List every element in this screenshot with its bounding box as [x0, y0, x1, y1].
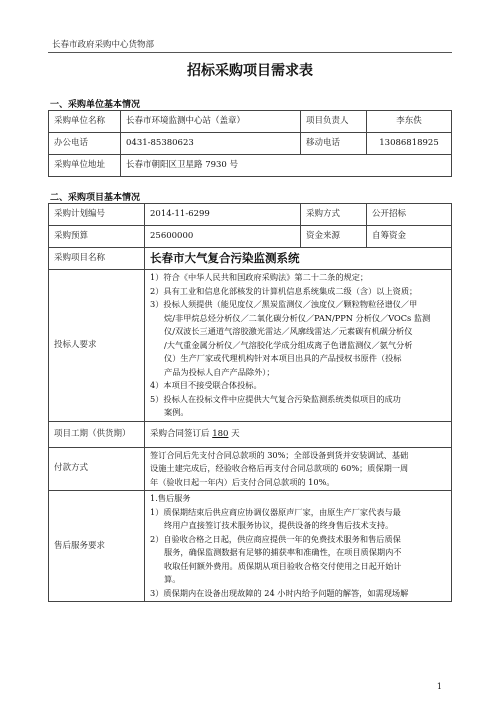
duration-days: 180	[212, 428, 229, 439]
office-phone-value: 0431-85380623	[121, 133, 301, 155]
after-sales-line: 2）自验收合格之日起，供应商应提供一年的免费技术服务和售后质保	[150, 533, 401, 544]
duration-prefix: 采购合同签订后	[150, 428, 210, 439]
after-sales-line: 1.售后服务	[150, 493, 191, 503]
bidder-req-line: 1）符合《中华人民共和国政府采购法》第二十二条的规定；	[150, 272, 369, 282]
table-row	[49, 111, 452, 133]
duration-label: 项目工期（供货期）	[49, 421, 145, 447]
table-row	[49, 155, 452, 177]
fund-source-label: 资金来源	[301, 226, 367, 248]
bidder-req-line: 2）具有工业和信息化部核发的计算机信息系统集成二级（含）以上资质；	[150, 285, 418, 296]
project-info-table	[48, 203, 452, 602]
after-sales-label: 售后服务要求	[49, 491, 145, 602]
table-row	[49, 248, 452, 270]
table-row	[49, 491, 452, 602]
project-lead-label: 项目负责人	[301, 111, 367, 133]
mobile-value: 13086818925	[367, 133, 452, 155]
budget-label: 采购预算	[49, 226, 145, 248]
fund-source-value: 自筹资金	[367, 226, 452, 248]
after-sales-line: 收取任何额外费用。质保期从项目验收合格交付使用之日起开始计	[164, 560, 402, 571]
address-label: 采购单位地址	[49, 155, 121, 177]
after-sales-line: 终用户直接签订技术服务协议，提供设备的终身售后技术支持。	[164, 520, 394, 530]
table-row	[49, 270, 452, 422]
project-name-value: 长春市大气复合污染监测系统	[145, 248, 452, 270]
page-title: 招标采购项目需求表	[187, 63, 313, 79]
duration-suffix: 天	[231, 428, 240, 439]
bidder-req-line: 5）投标人在投标文件中应提供大气复合污染监测系统类似项目的成功	[150, 393, 401, 404]
table-row	[49, 447, 452, 491]
bidder-req-label: 投标人要求	[49, 270, 145, 422]
bidder-req-line: 3）投标人须提供（能见度仪／黑炭监测仪／浊度仪／颗粒物粒径谱仪／甲	[150, 299, 418, 309]
header-divider	[48, 52, 452, 53]
office-phone-label: 办公电话	[49, 133, 121, 155]
unit-name-label: 采购单位名称	[49, 111, 121, 133]
after-sales-line: 算。	[164, 574, 181, 584]
table-row	[49, 204, 452, 226]
header-org: 长春市政府采购中心货物部	[52, 40, 155, 50]
address-value: 长春市朝阳区卫星路 7930 号	[121, 155, 452, 177]
project-name-label: 采购项目名称	[49, 248, 145, 270]
method-value: 公开招标	[367, 204, 452, 226]
plan-no-value: 2014-11-6299	[145, 204, 301, 226]
after-sales-line: 3）质保期内在设备出现故障的 24 小时内给予问题的解答，如需现场解	[150, 587, 409, 598]
page-number: 1	[436, 682, 442, 691]
bidder-req-value	[145, 270, 452, 422]
project-lead-value: 李东佚	[367, 111, 452, 133]
mobile-label: 移动电话	[301, 133, 367, 155]
bidder-req-line: 仪）生产厂家或代理机构针对本项目出具的产品授权书原件（投标	[164, 353, 402, 363]
bidder-req-line: 仪/双波长三通道气溶胶激光雷达／风廓线雷达／元素碳有机碳分析仪	[164, 326, 413, 336]
plan-no-label: 采购计划编号	[49, 204, 145, 226]
bidder-req-line: 产品为投标人自产产品除外）；	[164, 366, 275, 377]
payment-line: 签订合同后先支付合同总款项的 30%；全部设备到货并安装调试、基础	[150, 449, 409, 460]
bidder-req-line: 4）本项目不接受联合体投标。	[150, 380, 262, 390]
budget-value: 25600000	[145, 226, 301, 248]
table-row	[49, 133, 452, 155]
table-row	[49, 226, 452, 248]
unit-name-value: 长春市环境监测中心站（盖章）	[121, 111, 301, 133]
after-sales-value	[145, 491, 452, 602]
unit-info-table	[48, 110, 452, 177]
payment-line: 年（验收日起一年内）后支付合同总款项的 10%。	[150, 476, 335, 487]
bidder-req-line: 烷/非甲烷总烃分析仪／二氧化碳分析仪／PAN/PPN 分析仪／VOCs 监测	[164, 312, 431, 323]
duration-value	[145, 421, 452, 447]
payment-label: 付款方式	[49, 447, 145, 491]
after-sales-line: 服务，确保监测数据有足够的捕获率和准确性，在项目质保期内不	[164, 547, 402, 557]
section1-heading: 一、采购单位基本情况	[50, 100, 141, 110]
section2-heading: 二、采购项目基本情况	[50, 193, 141, 203]
payment-line: 设施土建完成后，经验收合格后再支付合同总款项的 60%；质保期一周	[150, 463, 409, 473]
table-row	[49, 421, 452, 447]
payment-value	[145, 447, 452, 491]
bidder-req-line: 案例。	[164, 407, 189, 417]
method-label: 采购方式	[301, 204, 367, 226]
bidder-req-line: /大气重金属分析仪／气溶胶化学成分组成离子色谱监测仪／氨气分析	[164, 339, 413, 350]
after-sales-line: 1）质保期结束后供应商应协调仪器原声厂家，由原生产厂家代表与最	[150, 506, 401, 517]
